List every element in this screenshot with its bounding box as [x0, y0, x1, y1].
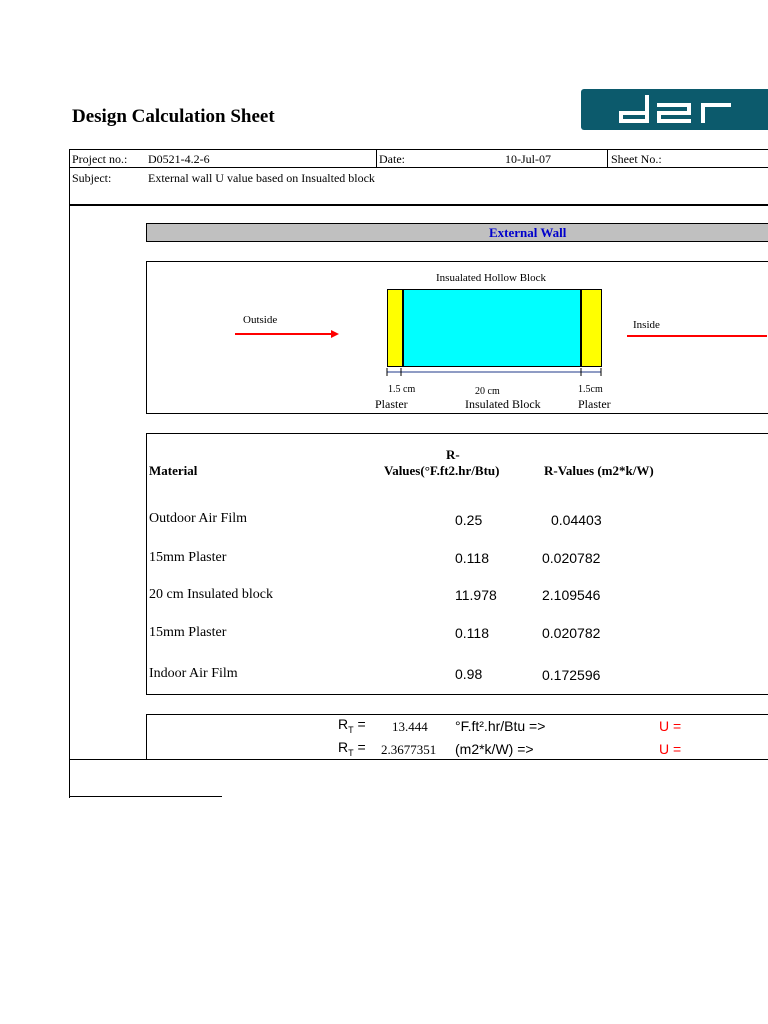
- col-r-si-header: R-Values (m2*k/W): [544, 463, 654, 478]
- project-label: Project no.:: [72, 152, 128, 166]
- table-row-r-imperial: 0.118: [455, 625, 489, 641]
- insulated-block-label: Insulated Block: [465, 397, 541, 411]
- inside-arrow-icon: [625, 330, 768, 342]
- table-row-r-si: 0.172596: [542, 667, 601, 683]
- section-band: [146, 223, 768, 242]
- company-logo: [581, 89, 768, 130]
- sheet-divider: [607, 149, 608, 167]
- col-material-header: Material: [149, 463, 198, 478]
- table-row-r-imperial: 0.98: [455, 666, 483, 682]
- dim-left-label: 1.5 cm: [388, 384, 416, 395]
- table-row-r-imperial: 0.25: [455, 512, 483, 528]
- table-row-r-imperial: 11.978: [455, 587, 497, 603]
- wall-diagram: [146, 261, 768, 414]
- rt-label: $R_T$ =: [338, 716, 366, 735]
- logo-mark-icon: [581, 89, 768, 130]
- header-mid-rule: [69, 167, 768, 168]
- u-label-si: U =: [659, 741, 682, 757]
- section-title: External Wall: [489, 225, 567, 240]
- plaster-layer-left: [387, 289, 403, 367]
- col-r-imperial-header: Values(°F.ft2.hr/Btu): [384, 463, 500, 478]
- date-value: 10-Jul-07: [505, 152, 551, 166]
- table-row-r-si: 0.020782: [542, 625, 601, 641]
- page-title: Design Calculation Sheet: [72, 106, 275, 127]
- col-r-imperial-header-top: R-: [446, 447, 460, 462]
- table-row-material: Outdoor Air Film: [149, 511, 248, 526]
- table-row-r-si: 2.109546: [542, 587, 601, 603]
- table-row-material: 15mm Plaster: [149, 550, 227, 565]
- date-label: Date:: [379, 152, 405, 166]
- subject-value: External wall U value based on Insualted block: [148, 171, 375, 185]
- r-values-table: [146, 433, 768, 695]
- sheet-label: Sheet No.:: [611, 152, 662, 166]
- dim-mid-label: 20 cm: [475, 386, 500, 397]
- dimension-line-icon: [385, 368, 607, 380]
- outside-arrow-icon: [233, 328, 343, 340]
- header-bottom-rule: [69, 204, 768, 206]
- plaster-layer-right: [581, 289, 602, 367]
- insulated-block-layer: [403, 289, 581, 367]
- date-divider: [376, 149, 377, 167]
- block-label: Insualated Hollow Block: [436, 272, 546, 284]
- page-left-border: [69, 149, 70, 798]
- dim-right-label: 1.5cm: [578, 384, 603, 395]
- plaster-right-label: Plaster: [578, 397, 611, 411]
- outside-label: Outside: [243, 314, 278, 326]
- table-row-material: 15mm Plaster: [149, 625, 227, 640]
- table-row-r-imperial: 0.118: [455, 550, 489, 566]
- footer-rule: [69, 796, 222, 797]
- header-top-rule: [69, 149, 768, 150]
- table-row-r-si: 0.04403: [551, 512, 602, 528]
- table-row-material: 20 cm Insulated block: [149, 587, 274, 602]
- plaster-left-label: Plaster: [375, 397, 408, 411]
- table-row-material: Indoor Air Film: [149, 666, 238, 681]
- rt-unit-imperial: °F.ft².hr/Btu =>: [455, 718, 546, 734]
- rt-unit-si: (m2*k/W) =>: [455, 741, 534, 757]
- subject-label: Subject:: [72, 171, 112, 185]
- total-resistance-summary: [146, 714, 768, 760]
- inside-label: Inside: [633, 319, 660, 331]
- table-row-r-si: 0.020782: [542, 550, 601, 566]
- u-label-imperial: U =: [659, 718, 682, 734]
- project-value: D0521-4.2-6: [148, 152, 210, 166]
- rt-label: $R_T$ =: [338, 739, 366, 758]
- rt-value-si: 2.3677351: [381, 742, 437, 757]
- rt-value-imperial: 13.444: [392, 719, 428, 734]
